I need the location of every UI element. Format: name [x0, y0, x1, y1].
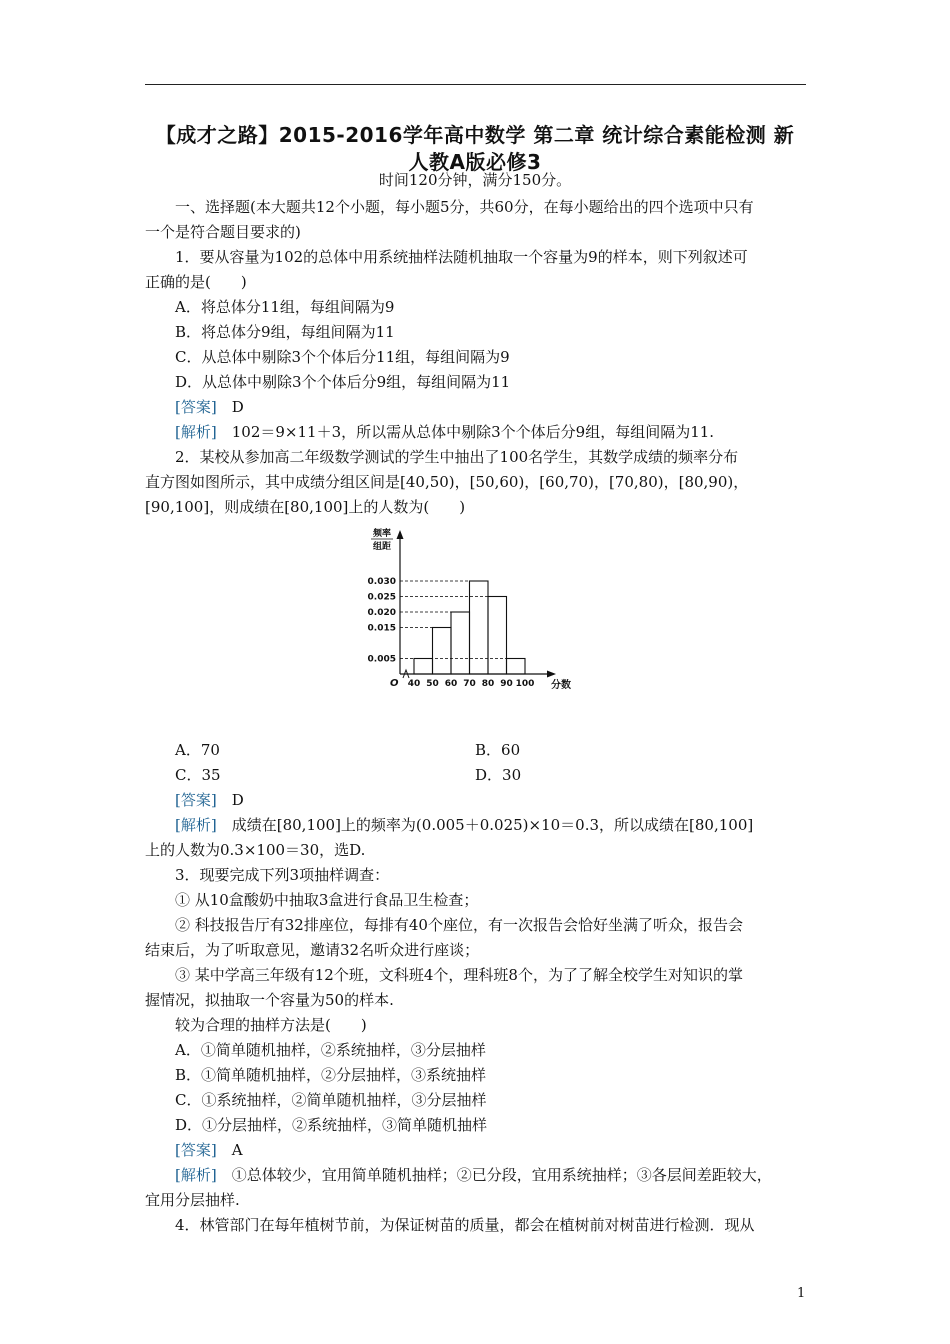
analysis-label: [解析] — [175, 1166, 217, 1184]
analysis-label: [解析] — [175, 423, 217, 441]
histogram-bar — [488, 597, 507, 675]
histogram-figure — [145, 524, 810, 736]
x-tick-label: 60 — [444, 679, 458, 689]
analysis-text: ①总体较少，宜用简单随机抽样；②已分段，宜用系统抽样；③各层间差距较大， — [231, 1166, 772, 1184]
y-axis-label-bottom: 组距 — [372, 542, 392, 552]
y-tick-label: 0.025 — [367, 592, 396, 603]
q3-option-c: C．①系统抽样，②简单随机抽样，③分层抽样 — [175, 1091, 487, 1109]
analysis-label: [解析] — [175, 816, 217, 834]
q2-stem: 2．某校从参加高二年级数学测试的学生中抽出了100名学生，其数学成绩的频率分布 — [175, 448, 739, 466]
x-tick-label: 90 — [500, 679, 513, 689]
y-axis-label-top: 频率 — [372, 529, 392, 539]
q3-stem: 3．现要完成下列3项抽样调查： — [175, 866, 390, 884]
q1-option-c: C．从总体中剔除3个个体后分11组，每组间隔为9 — [175, 348, 510, 366]
histogram-bar — [414, 659, 433, 675]
q2-analysis — [145, 813, 810, 838]
q1-option-b: B．将总体分9组，每组间隔为11 — [175, 323, 395, 341]
q2-stem-cont-2: [90,100]，则成绩在[80,100]上的人数为( ) — [145, 498, 466, 516]
q2-stem-cont-1: 直方图如图所示，其中成绩分组区间是[40,50)，[50,60)，[60,70)，[70,80)，[80,90)， — [145, 473, 749, 491]
q2-options-row-1 — [145, 738, 810, 763]
q3-item-3-cont: 握情况，拟抽取一个容量为50的样本. — [145, 991, 394, 1009]
x-axis-arrow — [547, 671, 556, 678]
q2-option-b: B．60 — [475, 741, 521, 759]
answer-label: [答案] — [175, 398, 217, 416]
q2-option-d: D．30 — [475, 766, 522, 784]
histogram-bar — [470, 581, 489, 674]
x-tick-label: 70 — [463, 679, 476, 689]
q1-stem-cont: 正确的是( ) — [145, 273, 247, 291]
q1-option-d: D．从总体中剔除3个个体后分9组，每组间隔为11 — [175, 373, 511, 391]
q3-question: 较为合理的抽样方法是( ) — [175, 1016, 367, 1034]
analysis-text: 102＝9×11＋3，所以需从总体中剔除3个个体后分9组，每组间隔为11. — [231, 423, 715, 441]
q2-option-a: A．70 — [175, 741, 220, 759]
answer-label: [答案] — [175, 1141, 217, 1159]
q3-option-d: D．①分层抽样，②系统抽样，③简单随机抽样 — [175, 1116, 488, 1134]
q3-answer — [145, 1138, 810, 1163]
frequency-histogram — [360, 524, 600, 732]
document-body — [145, 195, 810, 1238]
histogram-bar — [451, 612, 470, 674]
q2-answer — [145, 788, 810, 813]
title-line-1: 【成才之路】2015-2016学年高中数学 第二章 统计综合素能检测 新 — [155, 123, 795, 147]
q3-analysis-cont: 宜用分层抽样. — [145, 1191, 240, 1209]
x-tick-label: 100 — [515, 679, 535, 689]
q1-analysis — [145, 420, 810, 445]
y-tick-label: 0.030 — [367, 577, 396, 587]
histogram-bar — [433, 628, 452, 675]
y-tick-label: 0.005 — [367, 654, 396, 665]
answer-value: A — [231, 1141, 243, 1159]
q3-item-1: ① 从10盒酸奶中抽取3盒进行食品卫生检查； — [175, 891, 479, 909]
q3-item-2-cont: 结束后，为了听取意见，邀请32名听众进行座谈； — [145, 941, 480, 959]
document-title — [130, 122, 820, 176]
analysis-text: 成绩在[80,100]上的频率为(0.005＋0.025)×10＝0.3，所以成绩在[80,100] — [231, 816, 754, 834]
header-rule — [145, 84, 806, 85]
q4-stem: 4．林管部门在每年植树节前，为保证树苗的质量，都会在植树前对树苗进行检测．现从 — [175, 1216, 755, 1234]
y-tick-label: 0.015 — [367, 623, 396, 634]
q2-option-c: C．35 — [175, 766, 221, 784]
answer-value: D — [231, 791, 244, 809]
q3-option-b: B．①简单随机抽样，②分层抽样，③系统抽样 — [175, 1066, 487, 1084]
time-score-note: 时间120分钟，满分150分。 — [378, 171, 572, 189]
section-heading: 一、选择题(本大题共12个小题，每小题5分，共60分，在每小题给出的四个选项中只有 — [175, 198, 754, 216]
page-number: 1 — [797, 1286, 806, 1301]
q3-item-2: ② 科技报告厅有32排座位，每排有40个座位，有一次报告会恰好坐满了听众，报告会 — [175, 916, 743, 934]
q3-analysis — [145, 1163, 810, 1188]
q3-item-3: ③ 某中学高三年级有12个班，文科班4个，理科班8个，为了了解全校学生对知识的掌 — [175, 966, 743, 984]
q2-options-row-2 — [145, 763, 810, 788]
x-tick-label: 50 — [426, 679, 439, 689]
y-axis-arrow — [397, 530, 404, 539]
q1-answer — [145, 395, 810, 420]
q3-option-a: A．①简单随机抽样，②系统抽样，③分层抽样 — [175, 1041, 486, 1059]
origin-label: O — [390, 678, 399, 689]
q1-stem: 1．要从容量为102的总体中用系统抽样法随机抽取一个容量为9的样本，则下列叙述可 — [175, 248, 748, 266]
answer-value: D — [231, 398, 244, 416]
x-tick-label: 80 — [481, 679, 495, 689]
answer-label: [答案] — [175, 791, 217, 809]
x-axis-label: 分数 — [551, 680, 571, 691]
histogram-bar — [507, 659, 526, 675]
q1-option-a: A．将总体分11组，每组间隔为9 — [175, 298, 395, 316]
x-tick-label: 40 — [407, 679, 421, 689]
q2-analysis-cont: 上的人数为0.3×100＝30，选D. — [145, 841, 366, 859]
section-heading-cont: 一个是符合题目要求的) — [145, 223, 301, 241]
y-tick-label: 0.020 — [367, 608, 396, 618]
title-line-2: 人教A版必修3 — [408, 150, 542, 174]
